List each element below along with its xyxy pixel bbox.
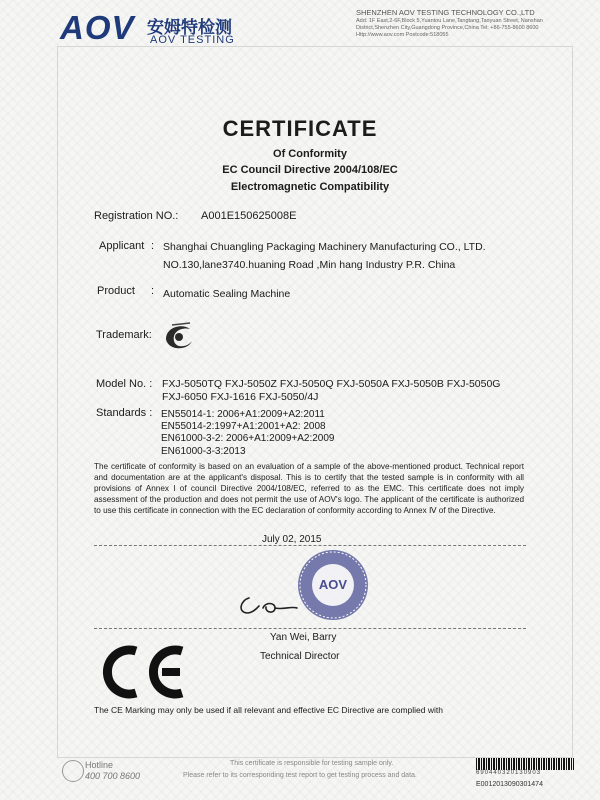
footer-disclaimer: This certificate is responsible for testing sample only. (230, 760, 394, 767)
applicant-colon: : (151, 240, 155, 252)
standard-item: EN61000-3-2: 2006+A1:2009+A2:2009 (161, 433, 335, 444)
subtitle-conformity: Of Conformity (273, 148, 347, 160)
company-address: Add: 1F East,2-6F,Block 5,Yuantou Lane,Tangtang,Taoyuan Street, Nanshan District,Shenzhen City,Guangdong Province,China Tel: +86-755-8600 8600 Http://www.aov.com Postcode:518055 (356, 18, 543, 38)
product-name: Automatic Sealing Machine (163, 288, 291, 300)
logo-chinese-name: 安姆特检测 (147, 18, 232, 37)
logo-english-name: AOV TESTING (150, 34, 235, 46)
certificate-title: CERTIFICATE (222, 116, 378, 141)
signer-title: Technical Director (260, 651, 340, 662)
standard-item: EN55014-1: 2006+A1:2009+A2:2011 (161, 409, 325, 420)
signer-name: Yan Wei, Barry (270, 632, 337, 643)
certificate-serial: E0012013090301474 (476, 781, 543, 788)
issue-date: July 02, 2015 (262, 534, 322, 545)
barcode (476, 758, 574, 770)
hotline-label: Hotline (85, 760, 114, 770)
ce-marking-note: The CE Marking may only be used if all relevant and effective EC Directive are complied with (94, 705, 443, 715)
product-colon: : (151, 285, 155, 297)
conformity-statement: The certificate of conformity is based on an evaluation of a sample of the above-mentioned product. Technical report and documentation are at the applicant's disposal. This is to certify that the tested sample is in conformity with all provisions of Annex I of council Directive 2004/108/EC, referred to as the EMC. This certificate does not imply assessment of the production and does not permit the use of AOV's logo. The applicant of the certificate is authorized to use this certificate in connection with the EC declaration of conformity according to Annex Ⅳ of the Directive. (94, 462, 524, 515)
seal-center-text: AOV (312, 564, 354, 606)
trademark-logo-icon (160, 319, 198, 351)
handwritten-signature (235, 588, 300, 618)
model-label: Model No. : (96, 378, 153, 390)
subtitle-emc: Electromagnetic Compatibility (230, 181, 390, 193)
product-label: Product (97, 285, 135, 297)
ce-mark-icon (100, 643, 186, 701)
registration-number: A001E150625008E (201, 210, 297, 222)
trademark-label: Trademark: (96, 329, 152, 341)
standard-item: EN61000-3-3:2013 (161, 446, 246, 457)
standards-label: Standards : (96, 407, 153, 419)
company-seal (298, 550, 368, 620)
standard-item: EN55014-2:1997+A1:2001+A2: 2008 (161, 421, 326, 432)
hotline-number: 400 700 8600 (85, 771, 141, 781)
model-list-line1: FXJ-5050TQ FXJ-5050Z FXJ-5050Q FXJ-5050A FXJ-5050B FXJ-5050G (162, 378, 501, 390)
signature-line (94, 628, 526, 629)
aov-logo: AOV (60, 9, 135, 46)
applicant-label: Applicant (99, 240, 145, 252)
applicant-address: NO.130,lane3740.huaning Road ,Min hang Industry P.R. China (163, 259, 456, 271)
model-list-line2: FXJ-6050 FXJ-1616 FXJ-5050/4J (162, 391, 319, 403)
barcode-digits: 690440320130903 (476, 770, 542, 776)
applicant-name: Shanghai Chuangling Packaging Machinery Manufacturing CO., LTD. (163, 241, 486, 253)
footer-report-note: Please refer to its corresponding test report to get testing process and data. (183, 772, 417, 779)
divider (94, 545, 526, 546)
subtitle-directive: EC Council Directive 2004/108/EC (222, 164, 398, 176)
registration-label: Registration NO.: (94, 210, 179, 222)
phone-icon (62, 760, 84, 782)
company-name: SHENZHEN AOV TESTING TECHNOLOGY CO.,LTD (356, 8, 535, 17)
